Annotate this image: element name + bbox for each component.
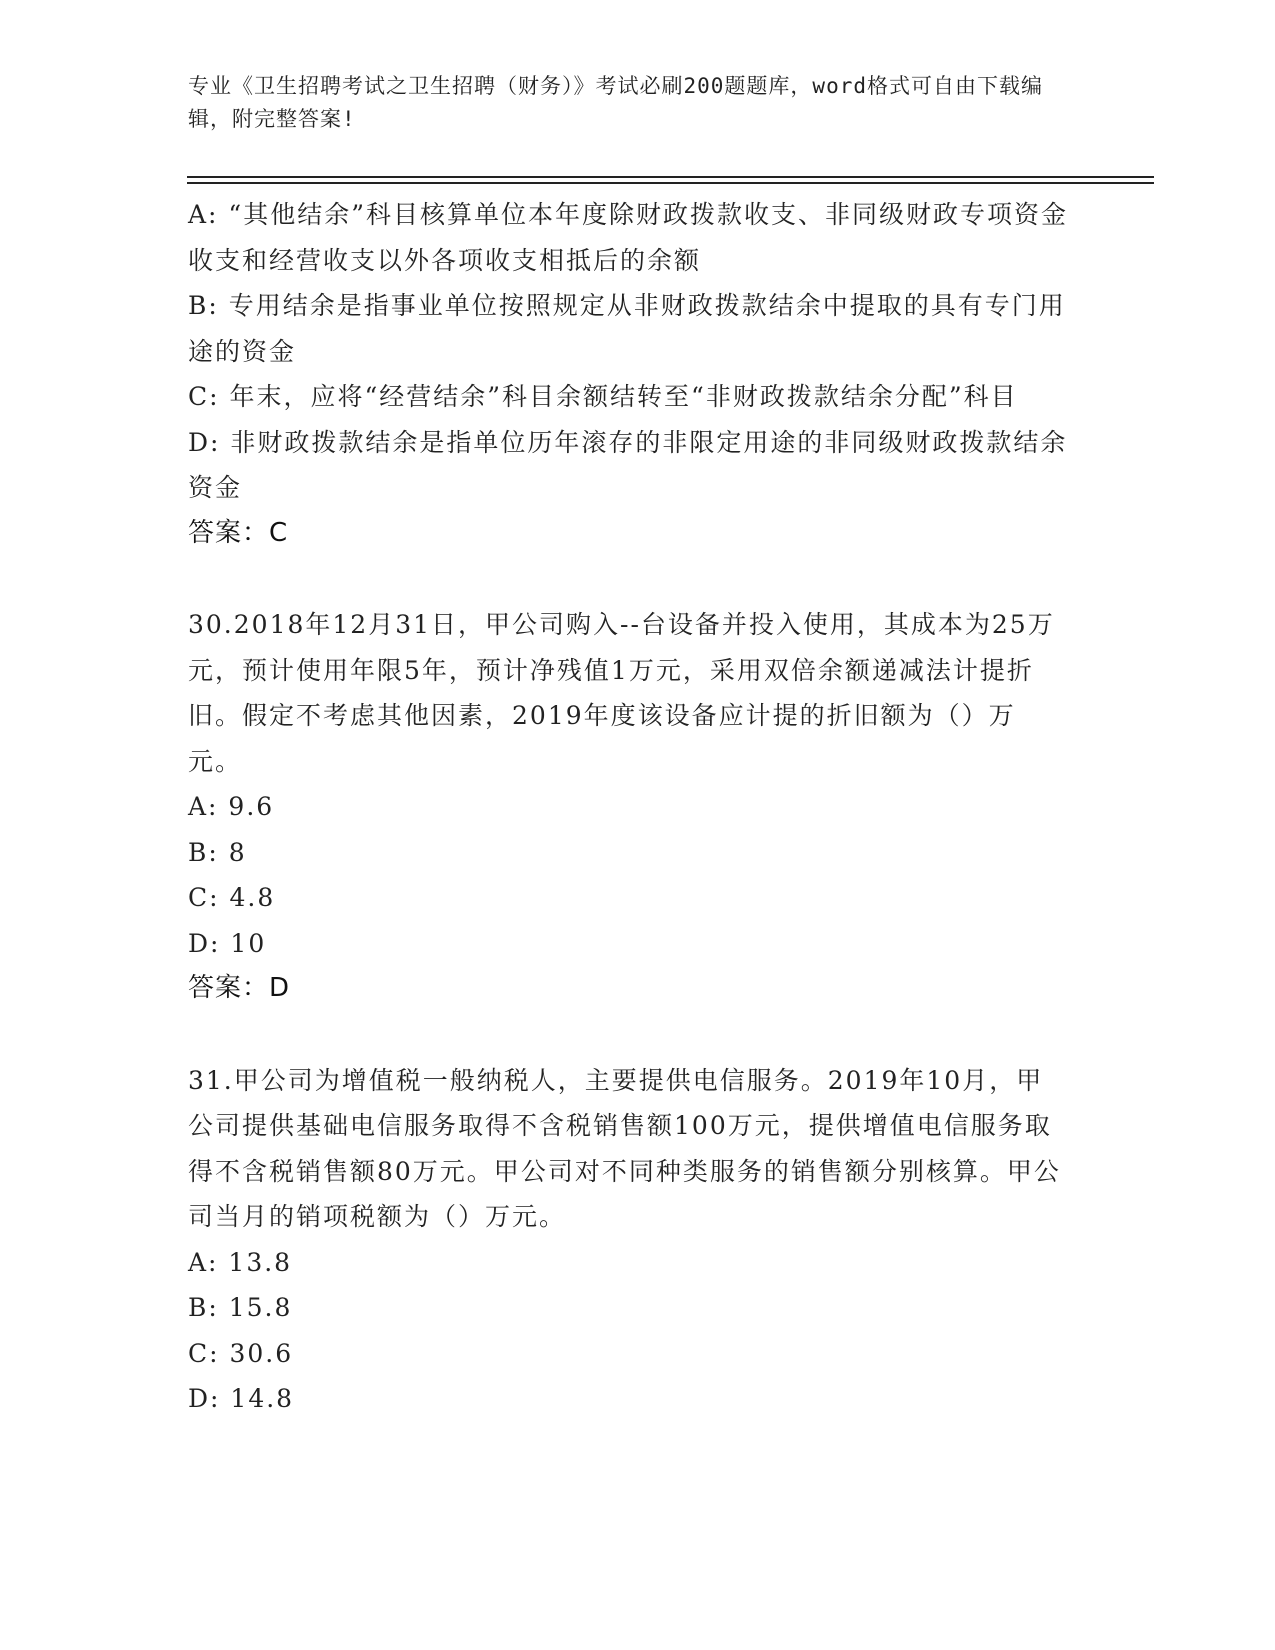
spacer: [188, 1012, 1068, 1058]
header-divider-top: [187, 176, 1154, 178]
question-stem: 30.2018年12月31日，甲公司购入--台设备并投入使用，其成本为25万元，预计使用年限5年，预计净残值1万元，采用双倍余额递减法计提折旧。假定不考虑其他因素，2019年度该设备应计提的折旧额为（）万元。: [188, 610, 1055, 776]
option-c: C: 4.8: [188, 883, 276, 912]
question-content: [188, 192, 1068, 1422]
option-c: C: 年末，应将“经营结余”科目余额结转至“非财政拨款结余分配”科目: [188, 382, 1018, 411]
spacer: [188, 556, 1068, 602]
question-stem: 31.甲公司为增值税一般纳税人，主要提供电信服务。2019年10月，甲公司提供基础电信服务取得不含税销售额100万元，提供增值电信服务取得不含税销售额80万元。甲公司对不同种类服务的销售额分别核算。甲公司当月的销项税额为（）万元。: [188, 1065, 1061, 1231]
option-a: A: “其他结余”科目核算单位本年度除财政拨款收支、非同级财政专项资金收支和经营收支以外各项收支相抵后的余额: [188, 200, 1068, 275]
option-b: B: 15.8: [188, 1293, 293, 1322]
answer-label: 答案：C: [188, 517, 289, 548]
question-30: [188, 602, 1068, 1012]
document-header: 专业《卫生招聘考试之卫生招聘（财务）》考试必刷200题题库，word格式可自由下载编辑，附完整答案!: [188, 74, 1043, 131]
option-b: B: 专用结余是指事业单位按照规定从非财政拨款结余中提取的具有专门用途的资金: [188, 291, 1066, 366]
option-b: B: 8: [188, 837, 247, 867]
option-c: C: 30.6: [188, 1338, 294, 1368]
question-prev: [188, 192, 1068, 556]
option-a: A: 13.8: [188, 1247, 293, 1277]
answer-label: 答案：D: [188, 973, 291, 1003]
header-divider-bottom: [187, 182, 1154, 184]
question-31: [188, 1058, 1068, 1422]
option-d: D: 10: [188, 928, 267, 958]
option-a: A: 9.6: [188, 792, 275, 821]
option-d: D: 14.8: [188, 1384, 295, 1413]
option-d: D: 非财政拨款结余是指单位历年滚存的非限定用途的非同级财政拨款结余资金: [188, 427, 1068, 502]
